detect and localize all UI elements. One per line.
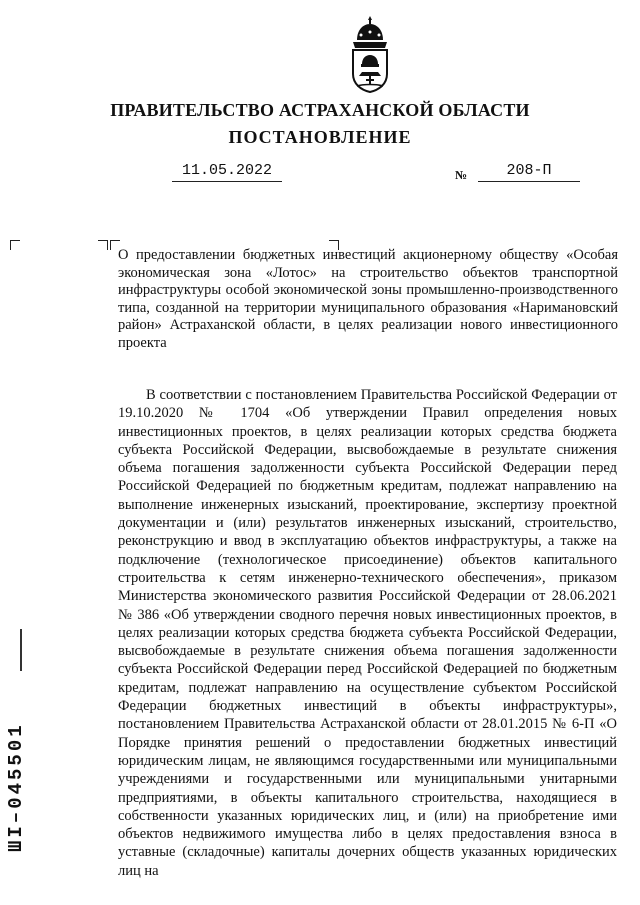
decree-date: 11.05.2022 bbox=[172, 162, 282, 182]
margin-scan-mark bbox=[20, 629, 22, 671]
government-title: ПРАВИТЕЛЬСТВО АСТРАХАНСКОЙ ОБЛАСТИ bbox=[110, 100, 530, 120]
coat-of-arms-icon bbox=[345, 14, 395, 94]
decree-subject: О предоставлении бюджетных инвестиций акционерному обществу «Особая экономическая зона «Лотос» на строительство объектов транспортной инфраструктуры особой экономической зоны промышленно-производственного типа, созданной на территории муниципального образования «Наримановский район» Астраханской области, в целях реализации нового инвестиционного проекта bbox=[118, 247, 618, 351]
number-sign: № bbox=[455, 168, 468, 182]
decree-number: 208-П bbox=[478, 162, 580, 182]
side-serial-number: ШI–045501 bbox=[5, 722, 27, 852]
corner-mark-left-end bbox=[98, 240, 108, 250]
corner-mark-top-left bbox=[10, 240, 20, 250]
decree-body: В соответствии с постановлением Правительства Российской Федерации от 19.10.2020 № 1704 «Об утверждении Правил определения новых инвестиционных проектов, в целях реализации которых средства бюджета субъекта Российской Федерации, высвобождаемые в результате снижения объема погашения задолженности субъекта Российской Федерации перед Российской Федерацией по бюджетным кредитам, подлежат направлению на выполнение инженерных изысканий, проектирование, экспертизу проектной документации и (или) результатов инженерных изысканий, строительство, реконструкцию и ввод в эксплуатацию объектов инфраструктуры, а также на подключение (технологическое присоединение) объектов капитального строительства к сетям инженерно-технического обеспечения», приказом Министерства экономического развития Российской Федерации от 28.06.2021 № 386 «Об утверждении сводного перечня новых инвестиционных проектов, в целях реализации которых средства бюджета субъекта Российской Федерации, высвобождаемые в результате снижения объема погашения задолженности субъекта Российской Федерации перед Российской Федерацией по бюджетным кредитам, подлежат направлению на осуществление субъектом Российской Федерации бюджетных инвестиций в объекты инфраструктуры», постановлением Правительства Астраханской области от 28.01.2015 № 6-П «О Порядке принятия решений о предоставлении бюджетных инвестиций юридическим лицам, не являющимся государственными или муниципальными учреждениями и государственными или муниципальными унитарными предприятиями, в объекты капитального строительства, находящиеся в собственности указанных юридических лиц, и (или) на приобретение ими объектов недвижимого имущества либо в целях предоставления взноса в уставные (складочные) капиталы дочерних обществ указанных юридических лиц на bbox=[118, 387, 617, 879]
document-type-title: ПОСТАНОВЛЕНИЕ bbox=[228, 127, 412, 147]
